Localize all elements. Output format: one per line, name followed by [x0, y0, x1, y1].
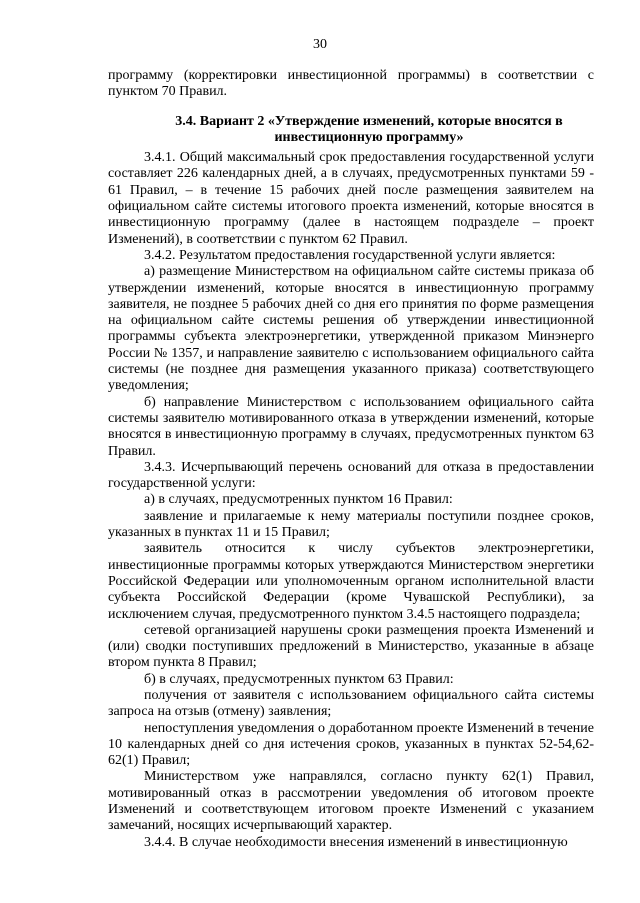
paragraph-3-4-2-a: а) размещение Министерством на официальном сайте системы приказа об утверждении изменений, которые вносятся в инвестиционную программу заявителя, не позднее 5 рабочих дней со дня его принятия по форме размещения на официальном сайте системы решения об утверждении инвестиционной программы субъекта электроэнергетики, утвержденной приказом Минэнерго России № 1357, и направление заявителю с использованием официального сайта системы (не позднее дня размещения указанного приказа) соответствующего уведомления; [108, 264, 594, 394]
list-item: Министерством уже направлялся, согласно пункту 62(1) Правил, мотивированный отказ в рассмотрении уведомления об итоговом проекте Изменений и соответствующем итоговом проекте Изменений с указанием замечаний, носящих исчерпывающий характер. [108, 769, 594, 834]
paragraph-3-4-4: 3.4.4. В случае необходимости внесения изменений в инвестиционную [144, 834, 568, 850]
list-item: получения от заявителя с использованием официального сайта системы запроса на отзыв (отмену) заявления; [108, 687, 594, 720]
paragraph-3-4-3: 3.4.3. Исчерпывающий перечень оснований для отказа в предоставлении государственной услуги: [108, 459, 594, 492]
document-body [108, 68, 594, 851]
list-item: непоступления уведомления о доработанном проекте Изменений в течение 10 календарных дней со дня истечения сроков, указанных в пунктах 52-54,62-62(1) Правил; [108, 720, 594, 769]
paragraph-3-4-2-b: б) направление Министерством с использованием официального сайта системы заявителю мотивированного отказа в утверждении изменений, которые вносятся в инвестиционную программу в случаях, предусмотренных пунктом 63 Правил. [108, 394, 594, 459]
page-number: 30 [313, 37, 327, 52]
intro-paragraph: программу (корректировки инвестиционной программы) в соответствии с пунктом 70 Правил. [108, 68, 594, 100]
list-item: сетевой организацией нарушены сроки размещения проекта Изменений и (или) сводки поступивших предложений в Министерство, указанные в абзаце втором пункта 8 Правил; [108, 622, 594, 671]
paragraph-3-4-2: 3.4.2. Результатом предоставления государственной услуги является: [144, 247, 556, 263]
list-item: заявитель относится к числу субъектов электроэнергетики, инвестиционные программы которых утверждаются Министерством энергетики Российской Федерации или уполномоченным органом исполнительной власти субъекта Российской Федерации (кроме Чувашской Республики), за исключением случая, предусмотренного пунктом 3.4.5 настоящего подраздела; [108, 541, 594, 622]
paragraph-3-4-1: 3.4.1. Общий максимальный срок предоставления государственной услуги составляет 226 календарных дней, а в случаях, предусмотренных пунктами 59 - 61 Правил, – в течение 15 рабочих дней после размещения заявителем на официальном сайте системы итогового проекта изменений, которые вносятся в инвестиционную программу (далее в настоящем подразделе – проект Изменений), в соответствии с пунктом 62 Правил. [108, 150, 594, 247]
section-heading: 3.4. Вариант 2 «Утверждение изменений, которые вносятся в инвестиционную программу» [175, 113, 563, 145]
paragraph-3-4-3-a: а) в случаях, предусмотренных пунктом 16 Правил: [144, 492, 453, 508]
list-item: заявление и прилагаемые к нему материалы поступили позднее сроков, указанных в пунктах 11 и 15 Правил; [108, 508, 594, 541]
paragraph-3-4-3-b: б) в случаях, предусмотренных пунктом 63 Правил: [144, 671, 454, 687]
